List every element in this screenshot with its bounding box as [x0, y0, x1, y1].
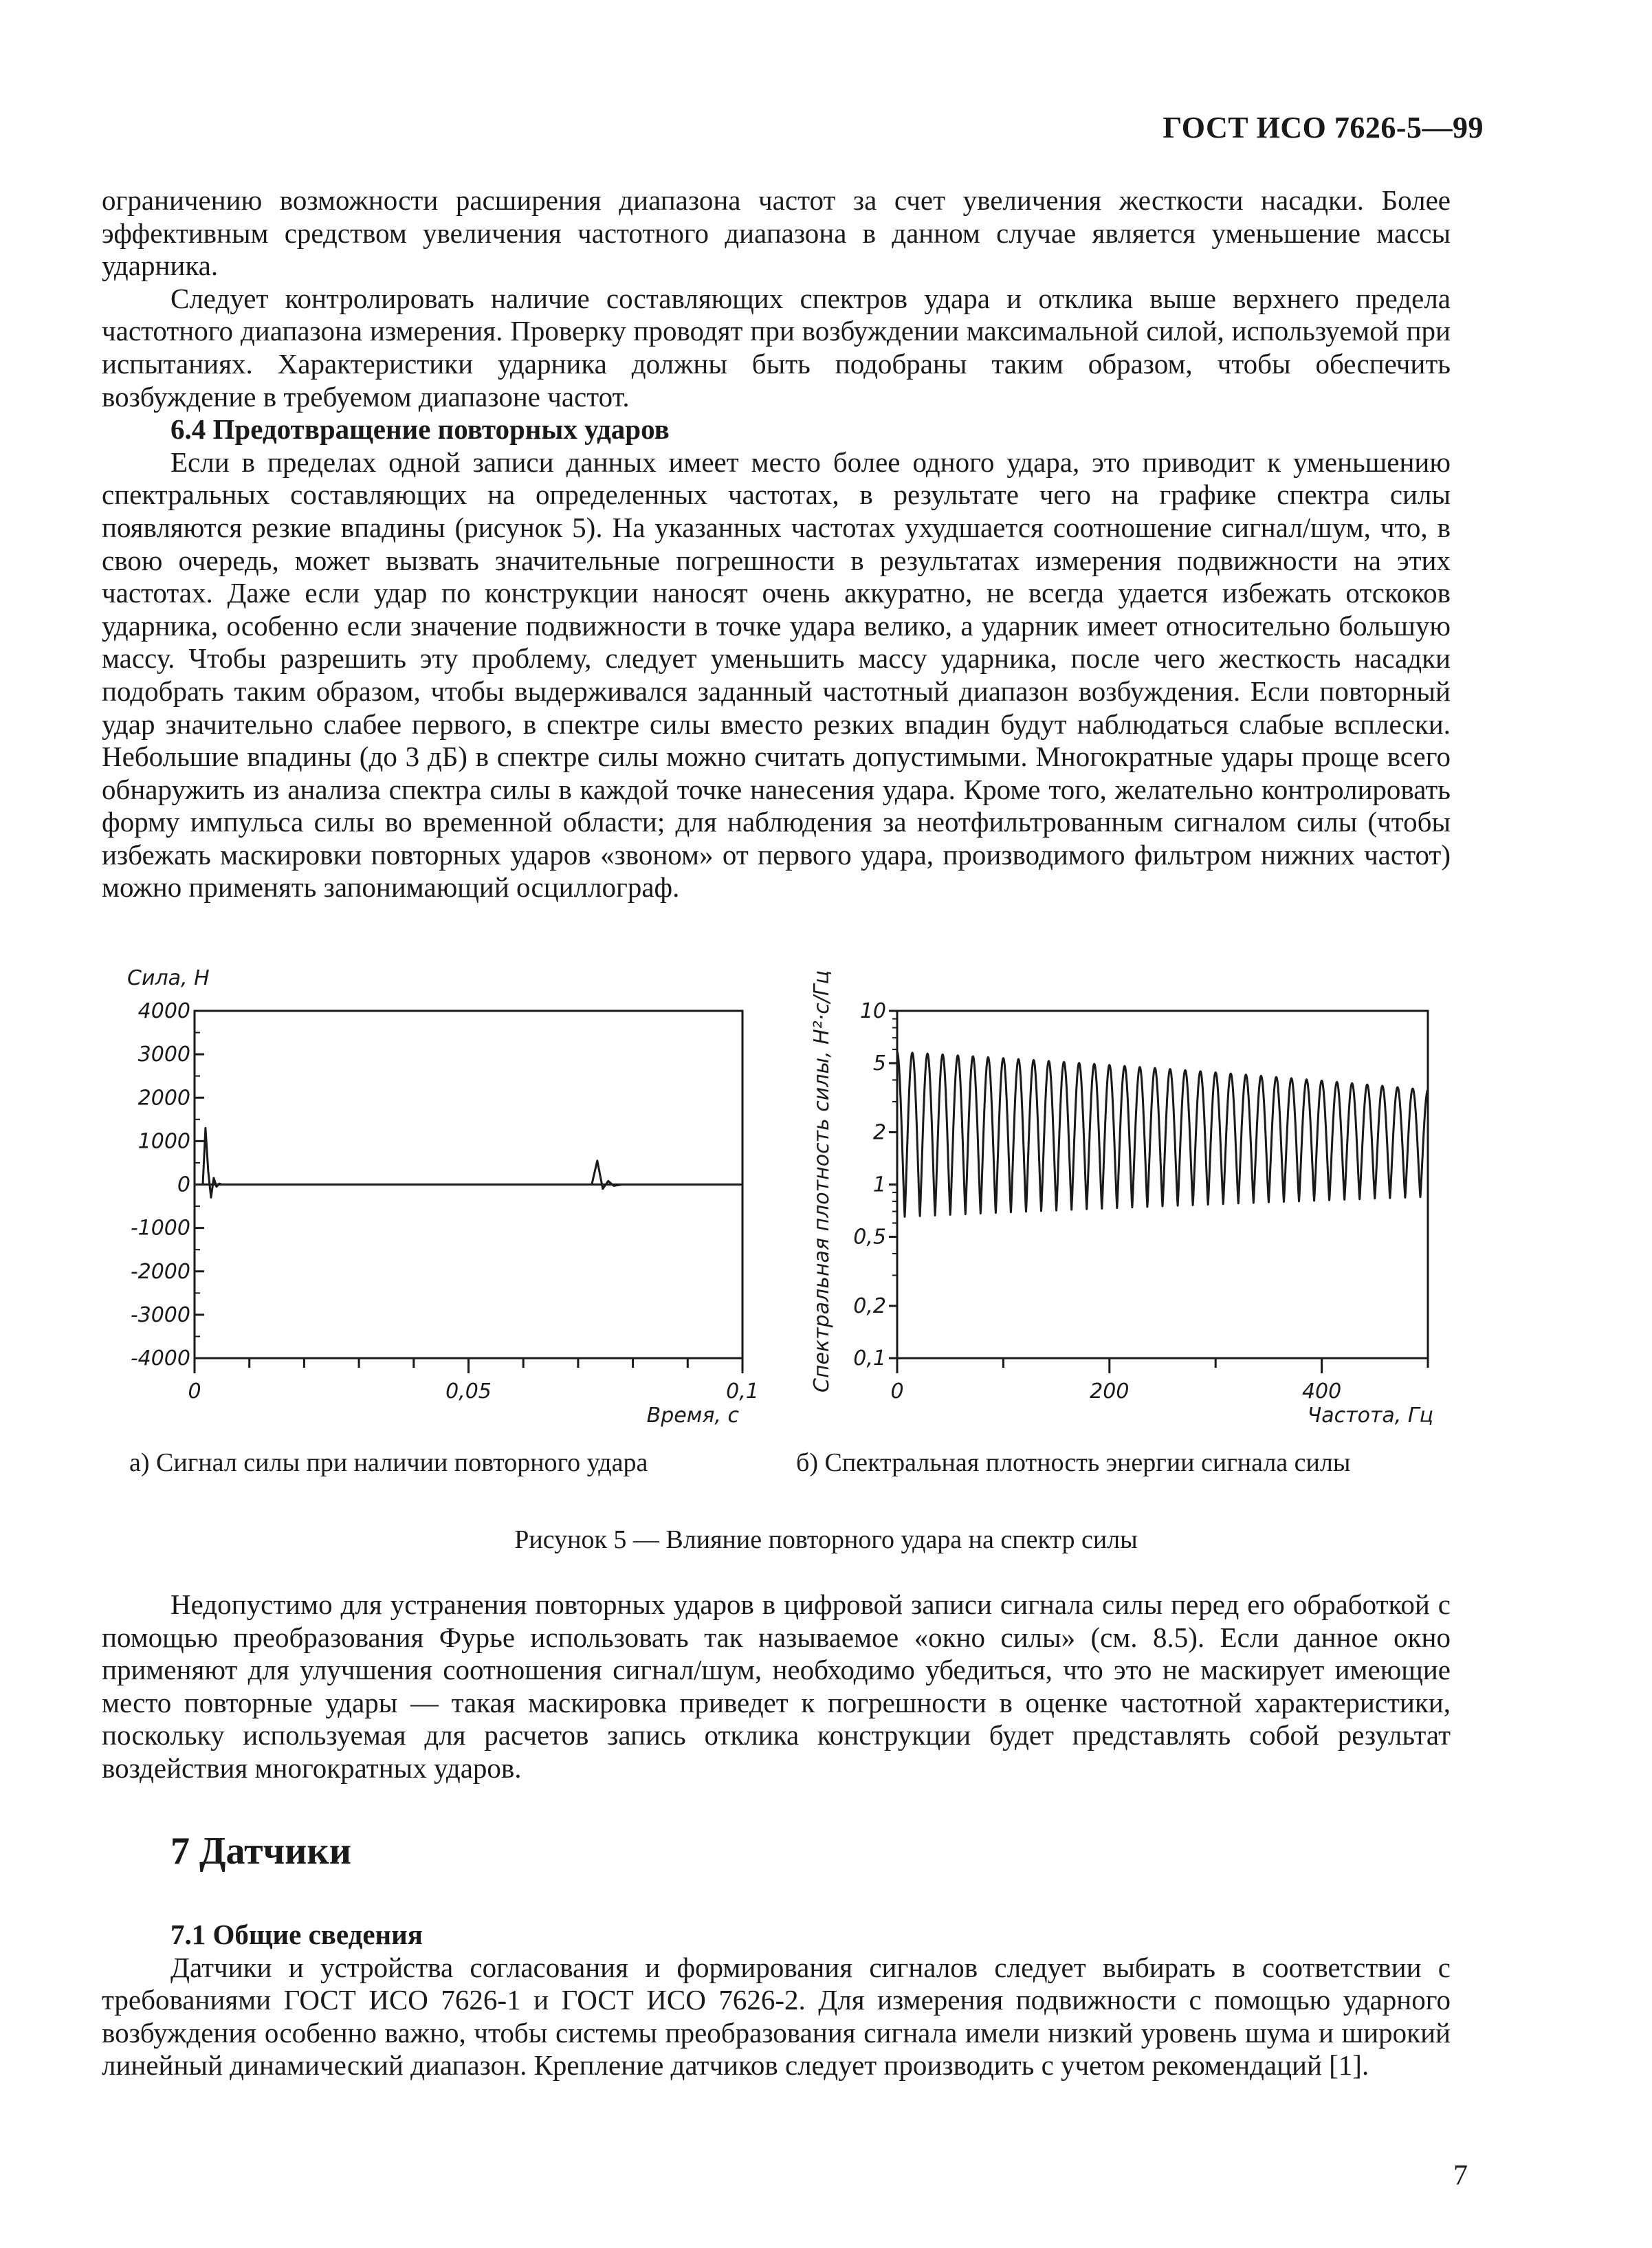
text-block-top: [102, 184, 1451, 904]
chart-b-ytick-label: 5: [872, 1051, 886, 1076]
chart-a-line: [195, 1128, 742, 1197]
paragraph: Следует контролировать наличие составляющих спектров удара и отклика выше верхнего предела частотного диапазона измерения. Проверку проводят при возбуждении максимальной силой, используемой при испытаниях. Характеристики ударника должны быть подобраны таким образом, чтобы обеспечить возбуждение в требуемом диапазоне частот.: [102, 282, 1451, 413]
chart-b-series: [897, 1052, 1428, 1217]
chart-a-xtick-label: 0,1: [726, 1379, 759, 1404]
figure-5: [0, 949, 1652, 1485]
chart-b-xtick-label: 200: [1090, 1379, 1130, 1404]
section-heading-6-4: 6.4 Предотвращение повторных ударов: [170, 413, 670, 446]
paragraph: ограничению возможности расширения диапазона частот за счет увеличения жесткости насадки. Более эффективным средством увеличения частотного диапазона в данном случае является уменьшение массы ударника.: [102, 184, 1451, 282]
chart-a-ytick-label: 3000: [137, 1043, 190, 1067]
chart-b-ytick-label: 0,5: [853, 1225, 886, 1250]
chart-b-ytick-label: 0,2: [853, 1294, 886, 1318]
chart-a-yticks: [131, 999, 204, 1371]
figure-title: Рисунок 5 — Влияние повторного удара на спектр силы: [514, 1525, 1138, 1554]
chart-a-ytick-label: -2000: [130, 1259, 190, 1284]
page-number: 7: [1453, 2160, 1468, 2192]
chart-a-ytick-label: 4000: [137, 999, 190, 1023]
chart-b-xticks: [890, 1358, 1428, 1404]
text-block-section-7: [102, 1919, 1451, 2082]
chart-a-ylabel: Сила, Н: [127, 966, 210, 990]
paragraph: Недопустимо для устранения повторных ударов в цифровой записи сигнала силы перед его обработкой с помощью преобразования Фурье использовать так называемое «окно силы» (см. 8.5). Если данное окно применяют для улучшения соотношения сигнал/шум, необходимо убедиться, что это не маскирует имеющие место повторные удары — такая маскировка приведет к погрешности в оценке частотной характеристики, поскольку используемая для расчетов запись отклика конструкции будет представлять собой результат воздействия многократных ударов.: [102, 1589, 1451, 1784]
text-block-after-figure: [102, 1589, 1451, 1785]
chart-a-ytick-label: -3000: [130, 1302, 190, 1327]
chart-a-series: [195, 1128, 742, 1197]
chart-b-frame: [897, 1011, 1428, 1358]
chart-b-xtick-label: 400: [1301, 1379, 1342, 1404]
chart-a-ytick-label: -1000: [130, 1216, 190, 1241]
chart-b-line: [897, 1052, 1428, 1217]
page-header: ГОСТ ИСО 7626-5—99: [1163, 111, 1484, 144]
chart-b-ylabel: Спектральная плотность силы, Н²·с/Гц: [810, 970, 834, 1393]
figure-caption-b: б) Спектральная плотность энергии сигнала силы: [796, 1448, 1351, 1477]
chart-a-xlabel: Время, с: [646, 1404, 739, 1428]
section-heading-7: 7 Датчики: [170, 1830, 351, 1873]
chart-b-ytick-label: 1: [872, 1172, 886, 1197]
chart-b-ytick-label: 2: [872, 1120, 886, 1145]
chart-a-ytick-label: 1000: [137, 1129, 190, 1154]
chart-a-line: [578, 1161, 633, 1189]
paragraph: Если в пределах одной записи данных имеет место более одного удара, это приводит к уменьшению спектральных составляющих на определенных частотах, в результате чего на графике спектра силы появляются резкие впадины (рисунок 5). На указанных частотах ухудшается соотношение сигнал/шум, что, в свою очередь, может вызвать значительные погрешности в результатах измерения подвижности на этих частотах. Даже если удар по конструкции наносят очень аккуратно, не всегда удается избежать отскоков ударника, особенно если значение подвижности в точке удара велико, а ударник имеет относительно большую массу. Чтобы разрешить эту проблему, следует уменьшить массу ударника, после чего жесткость насадки подобрать таким образом, чтобы выдерживался заданный частотный диапазон возбуждения. Если повторный удар значительно слабее первого, в спектре силы вместо резких впадин будут наблюдаться слабые всплески. Небольшие впадины (до 3 дБ) в спектре силы можно считать допустимыми. Многократные удары проще всего обнаружить из анализа спектра силы в каждой точке нанесения удара. Кроме того, желательно контролировать форму импульса силы во временной области; для наблюдения за неотфильтрованным сигналом силы (чтобы избежать маскировки повторных ударов «звоном» от первого удара, производимого фильтром нижних частот) можно применять запонимающий осциллограф.: [102, 446, 1451, 904]
chart-b-ytick-label: 0,1: [853, 1346, 886, 1371]
chart-b: [810, 970, 1433, 1428]
chart-b-xtick-label: 0: [890, 1379, 904, 1404]
chart-b-xlabel: Частота, Гц: [1307, 1404, 1433, 1428]
chart-a-xtick-label: 0,05: [445, 1379, 492, 1404]
paragraph: Датчики и устройства согласования и формирования сигналов следует выбирать в соответствии с требованиями ГОСТ ИСО 7626-1 и ГОСТ ИСО 7626-2. Для измерения подвижности с помощью ударного возбуждения особенно важно, чтобы системы преобразования сигнала имели низкий уровень шума и широкий линейный динамический диапазон. Крепление датчиков следует производить с учетом рекомендаций [1].: [102, 1951, 1451, 2082]
chart-a-ytick-label: 0: [177, 1172, 190, 1197]
chart-a-xtick-label: 0: [188, 1379, 201, 1404]
chart-b-ytick-label: 10: [859, 999, 886, 1023]
chart-a: [127, 966, 759, 1428]
chart-a-xticks: [188, 1358, 758, 1404]
chart-a-ytick-label: 2000: [137, 1086, 190, 1111]
figure-svg: [0, 949, 1652, 1485]
figure-caption-a: а) Сигнал силы при наличии повторного удара: [129, 1448, 648, 1477]
chart-a-ytick-label: -4000: [130, 1346, 190, 1371]
section-heading-7-1: 7.1 Общие сведения: [170, 1919, 423, 1950]
chart-b-yticks: [853, 999, 897, 1371]
